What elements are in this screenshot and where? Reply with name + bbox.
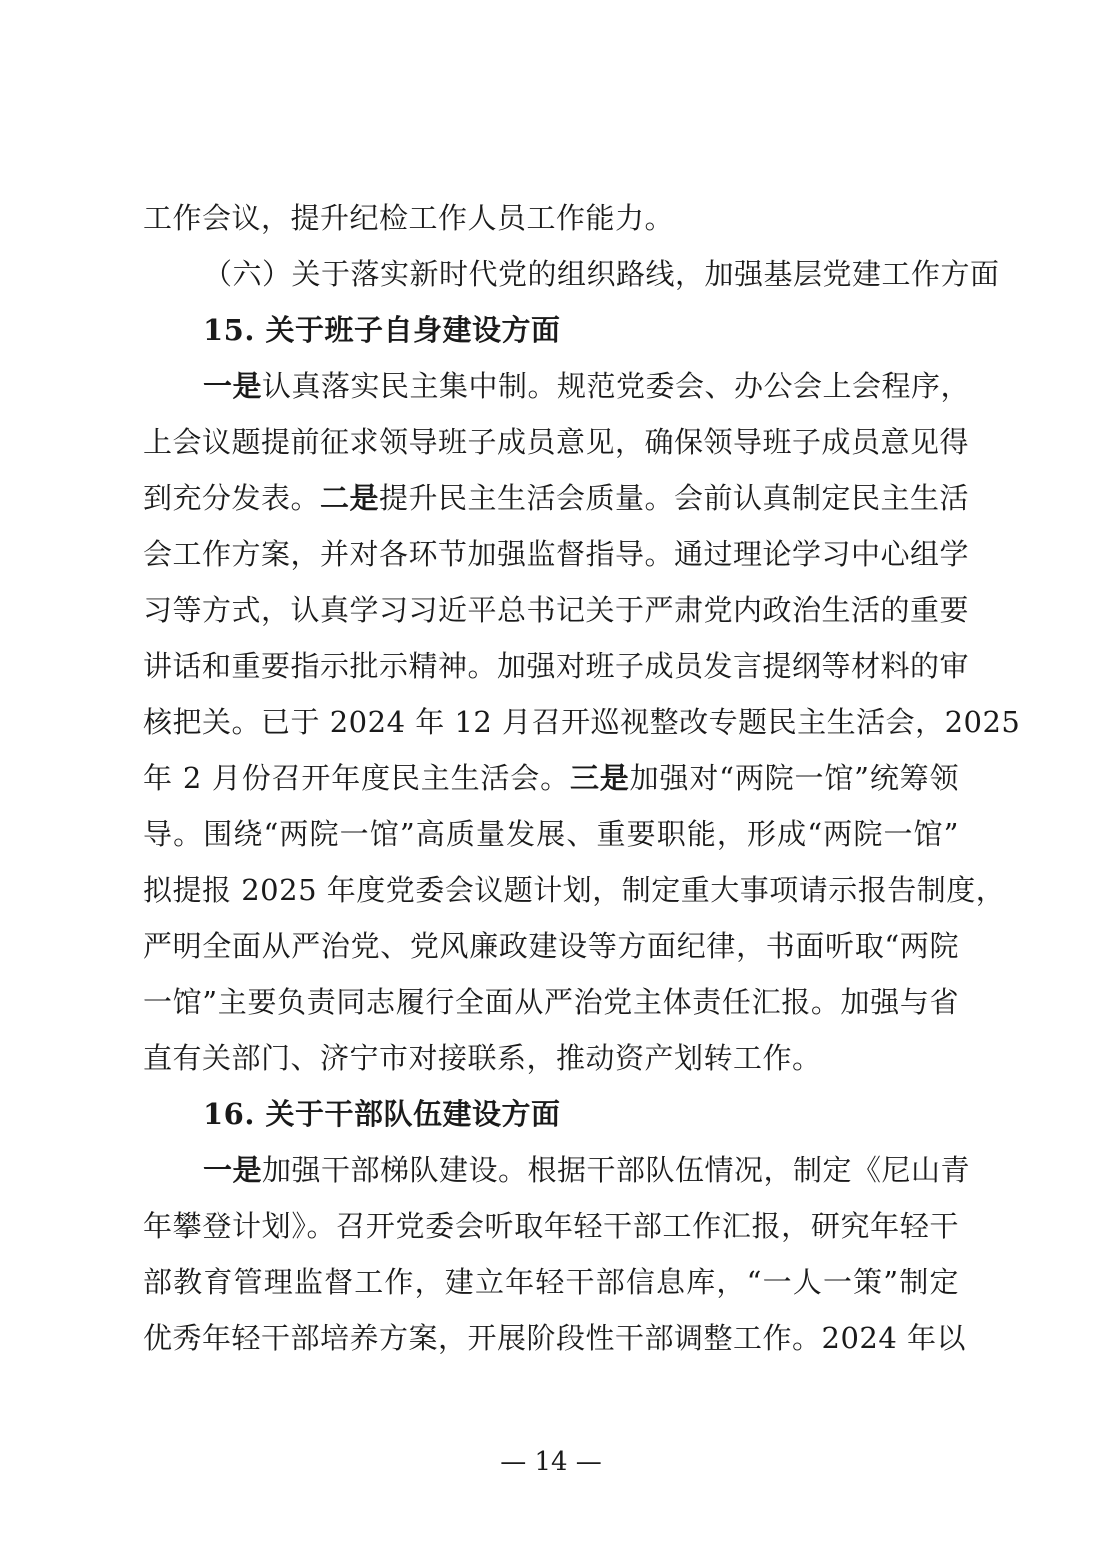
paragraph-line bbox=[143, 694, 1021, 750]
paragraph-line bbox=[143, 1310, 967, 1366]
line-text: 导。围绕“两院一馆”高质量发展、重要职能，形成“两院一馆” bbox=[143, 817, 959, 851]
line-text-tail: 提升民主生活会质量。会前认真制定民主生活 bbox=[379, 481, 970, 515]
subsection-heading bbox=[203, 1086, 959, 1142]
paragraph-line bbox=[143, 190, 959, 246]
paragraph-line bbox=[143, 974, 959, 1030]
line-text: 到充分发表。 bbox=[143, 481, 321, 515]
line-text: 讲话和重要指示批示精神。加强对班子成员发言提纲等材料的审 bbox=[143, 649, 970, 683]
line-text: （六）关于落实新时代党的组织路线，加强基层党建工作方面 bbox=[203, 257, 1000, 291]
lead-phrase: 一是 bbox=[203, 1153, 263, 1187]
line-text: 年攀登计划》。召开党委会听取年轻干部工作汇报，研究年轻干 bbox=[143, 1209, 959, 1243]
line-text: 严明全面从严治党、党风廉政建设等方面纪律，书面听取“两院 bbox=[143, 929, 959, 963]
paragraph-line bbox=[143, 526, 970, 582]
paragraph-line bbox=[143, 470, 970, 526]
paragraph-line bbox=[203, 1142, 971, 1198]
line-text: 部教育管理监督工作，建立年轻干部信息库，“一人一策”制定 bbox=[143, 1265, 959, 1299]
line-text: 加强干部梯队建设。根据干部队伍情况，制定《尼山青 bbox=[262, 1153, 971, 1187]
line-text: 上会议题提前征求领导班子成员意见，确保领导班子成员意见得 bbox=[143, 425, 970, 459]
line-text: 认真落实民主集中制。规范党委会、办公会上会程序， bbox=[262, 369, 971, 403]
paragraph-line bbox=[143, 582, 970, 638]
paragraph-line bbox=[143, 918, 959, 974]
paragraph-line bbox=[203, 358, 971, 414]
line-text: 习等方式，认真学习习近平总书记关于严肃党内政治生活的重要 bbox=[143, 593, 970, 627]
line-text: 优秀年轻干部培养方案，开展阶段性干部调整工作。2024 年以 bbox=[143, 1321, 967, 1355]
line-text: 年 2 月份召开年度民主生活会。 bbox=[143, 761, 570, 795]
paragraph-line bbox=[143, 806, 959, 862]
line-text: 工作会议，提升纪检工作人员工作能力。 bbox=[143, 201, 675, 235]
line-text: 一馆”主要负责同志履行全面从严治党主体责任汇报。加强与省 bbox=[143, 985, 959, 1019]
paragraph-line bbox=[143, 414, 970, 470]
line-text: 核把关。已于 2024 年 12 月召开巡视整改专题民主生活会，2025 bbox=[143, 705, 1021, 739]
lead-phrase: 二是 bbox=[320, 481, 380, 515]
heading-text: 16. 关于干部队伍建设方面 bbox=[203, 1097, 561, 1131]
line-text-tail: 加强对“两院一馆”统筹领 bbox=[629, 761, 960, 795]
paragraph-line bbox=[143, 638, 970, 694]
page-number: — 14 — bbox=[500, 1447, 602, 1477]
lead-phrase: 一是 bbox=[203, 369, 263, 403]
line-text: 直有关部门、济宁市对接联系，推动资产划转工作。 bbox=[143, 1041, 822, 1075]
paragraph-line bbox=[143, 1198, 959, 1254]
lead-phrase: 三是 bbox=[569, 761, 630, 795]
paragraph-line bbox=[143, 862, 1006, 918]
section-heading bbox=[203, 246, 1000, 302]
paragraph-line bbox=[143, 1030, 959, 1086]
heading-text: 15. 关于班子自身建设方面 bbox=[203, 313, 561, 347]
line-text: 会工作方案，并对各环节加强监督指导。通过理论学习中心组学 bbox=[143, 537, 970, 571]
line-text: 拟提报 2025 年度党委会议题计划，制定重大事项请示报告制度， bbox=[143, 873, 1006, 907]
paragraph-line bbox=[143, 1254, 959, 1310]
paragraph-line bbox=[143, 750, 959, 806]
subsection-heading bbox=[203, 302, 959, 358]
